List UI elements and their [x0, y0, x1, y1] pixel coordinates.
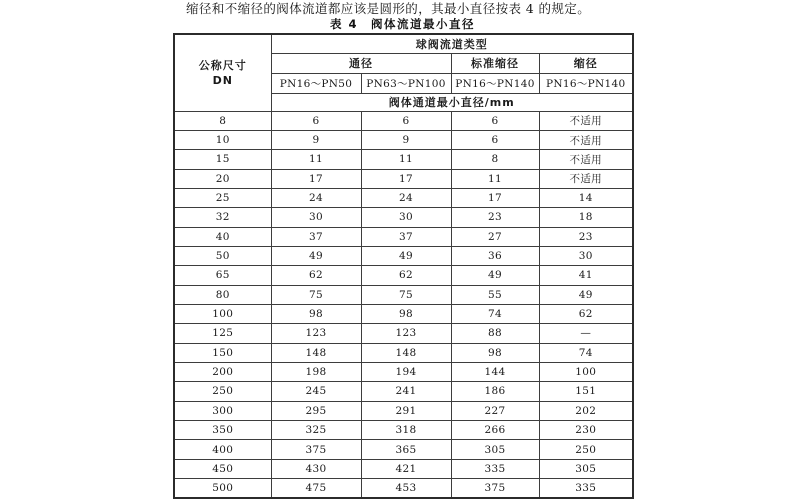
diameter-cell: 144 [451, 362, 539, 381]
reduced-header: 缩径 [539, 53, 633, 73]
diameter-cell: 23 [539, 227, 633, 246]
table-row [174, 227, 633, 246]
diameter-cell: 不适用 [539, 111, 633, 130]
diameter-cell: 18 [539, 208, 633, 227]
diameter-cell: 245 [271, 382, 361, 401]
diameter-cell: 62 [539, 304, 633, 323]
pn-range-cell: PN16～PN140 [451, 73, 539, 93]
diameter-cell: 230 [539, 421, 633, 440]
diameter-cell: 27 [451, 227, 539, 246]
diameter-cell: 17 [271, 169, 361, 188]
diameter-cell: 75 [271, 285, 361, 304]
table-row [174, 304, 633, 323]
diameter-cell: 24 [361, 188, 451, 207]
flow-type-group-header: 球阀流道类型 [271, 34, 633, 53]
diameter-cell: 11 [271, 150, 361, 169]
diameter-cell: 291 [361, 401, 451, 420]
dn-cell: 10 [174, 130, 271, 149]
diameter-cell: 375 [271, 440, 361, 459]
diameter-cell: — [539, 324, 633, 343]
table-row [174, 130, 633, 149]
diameter-cell: 375 [451, 479, 539, 498]
diameter-cell: 98 [271, 304, 361, 323]
dn-cell: 65 [174, 266, 271, 285]
diameter-cell: 11 [451, 169, 539, 188]
intro-text: 缩径和不缩径的阀体流道都应该是圆形的，其最小直径按表 4 的规定。 [186, 1, 591, 16]
dn-cell: 8 [174, 111, 271, 130]
diameter-cell: 6 [451, 111, 539, 130]
table-row [174, 246, 633, 265]
diameter-cell: 453 [361, 479, 451, 498]
dn-cell: 400 [174, 440, 271, 459]
diameter-cell: 23 [451, 208, 539, 227]
dn-cell: 40 [174, 227, 271, 246]
dn-cell: 100 [174, 304, 271, 323]
pn-range-cell: PN16～PN50 [271, 73, 361, 93]
diameter-cell: 325 [271, 421, 361, 440]
diameter-cell: 318 [361, 421, 451, 440]
table-row [174, 459, 633, 478]
diameter-cell: 11 [361, 150, 451, 169]
full-bore-header: 通径 [271, 53, 451, 73]
diameter-cell: 198 [271, 362, 361, 381]
table-row [174, 382, 633, 401]
diameter-cell: 365 [361, 440, 451, 459]
diameter-cell: 17 [361, 169, 451, 188]
dn-cell: 15 [174, 150, 271, 169]
diameter-cell: 62 [271, 266, 361, 285]
diameter-cell: 30 [271, 208, 361, 227]
dn-cell: 32 [174, 208, 271, 227]
diameter-cell: 36 [451, 246, 539, 265]
dn-cell: 50 [174, 246, 271, 265]
diameter-cell: 305 [451, 440, 539, 459]
diameter-cell: 148 [361, 343, 451, 362]
dn-cell: 200 [174, 362, 271, 381]
diameter-cell: 49 [451, 266, 539, 285]
diameter-cell: 75 [361, 285, 451, 304]
diameter-cell: 241 [361, 382, 451, 401]
header-row-type-group [174, 34, 633, 53]
diameter-cell: 6 [271, 111, 361, 130]
diameter-cell: 74 [539, 343, 633, 362]
diameter-cell: 186 [451, 382, 539, 401]
diameter-cell: 100 [539, 362, 633, 381]
table-row [174, 343, 633, 362]
dn-cell: 80 [174, 285, 271, 304]
diameter-cell: 30 [539, 246, 633, 265]
diameter-cell: 6 [361, 111, 451, 130]
pn-range-cell: PN16～PN140 [539, 73, 633, 93]
table-row [174, 188, 633, 207]
diameter-cell: 421 [361, 459, 451, 478]
diameter-cell: 17 [451, 188, 539, 207]
min-diameter-unit-header: 阀体通道最小直径/mm [271, 93, 633, 111]
diameter-cell: 250 [539, 440, 633, 459]
diameter-cell: 295 [271, 401, 361, 420]
dn-cell: 125 [174, 324, 271, 343]
diameter-cell: 335 [539, 479, 633, 498]
table-row [174, 111, 633, 130]
table-row [174, 208, 633, 227]
dn-cell: 500 [174, 479, 271, 498]
dn-cell: 20 [174, 169, 271, 188]
dn-cell: 25 [174, 188, 271, 207]
diameter-cell: 9 [271, 130, 361, 149]
diameter-cell: 88 [451, 324, 539, 343]
diameter-cell: 49 [361, 246, 451, 265]
diameter-cell: 37 [361, 227, 451, 246]
dn-cell: 450 [174, 459, 271, 478]
table-row [174, 266, 633, 285]
table-row [174, 362, 633, 381]
standard-reduced-header: 标准缩径 [451, 53, 539, 73]
dn-column-header [174, 34, 271, 111]
diameter-cell: 30 [361, 208, 451, 227]
min-diameter-table [173, 33, 634, 499]
diameter-cell: 14 [539, 188, 633, 207]
table-row [174, 401, 633, 420]
diameter-cell: 430 [271, 459, 361, 478]
diameter-cell: 37 [271, 227, 361, 246]
diameter-cell: 305 [539, 459, 633, 478]
table-row [174, 324, 633, 343]
dn-cell: 250 [174, 382, 271, 401]
table-row [174, 440, 633, 459]
diameter-cell: 123 [271, 324, 361, 343]
diameter-cell: 49 [539, 285, 633, 304]
diameter-cell: 148 [271, 343, 361, 362]
diameter-cell: 227 [451, 401, 539, 420]
diameter-cell: 41 [539, 266, 633, 285]
diameter-cell: 74 [451, 304, 539, 323]
diameter-cell: 202 [539, 401, 633, 420]
table-row [174, 285, 633, 304]
diameter-cell: 151 [539, 382, 633, 401]
diameter-cell: 123 [361, 324, 451, 343]
diameter-cell: 不适用 [539, 150, 633, 169]
pn-range-cell: PN63～PN100 [361, 73, 451, 93]
dn-cell: 350 [174, 421, 271, 440]
table-row [174, 150, 633, 169]
diameter-cell: 49 [271, 246, 361, 265]
diameter-cell: 24 [271, 188, 361, 207]
diameter-cell: 475 [271, 479, 361, 498]
dn-cell: 300 [174, 401, 271, 420]
diameter-cell: 6 [451, 130, 539, 149]
diameter-cell: 不适用 [539, 130, 633, 149]
diameter-cell: 335 [451, 459, 539, 478]
diameter-cell: 不适用 [539, 169, 633, 188]
diameter-cell: 266 [451, 421, 539, 440]
diameter-cell: 8 [451, 150, 539, 169]
dn-label-cn: 公称尺寸 [198, 58, 247, 72]
table-row [174, 169, 633, 188]
table-row [174, 421, 633, 440]
table-title: 表 4 阀体流道最小直径 [329, 17, 475, 31]
diameter-cell: 98 [361, 304, 451, 323]
dn-label-abbr: DN [212, 73, 233, 87]
diameter-cell: 9 [361, 130, 451, 149]
diameter-cell: 194 [361, 362, 451, 381]
table-row [174, 479, 633, 498]
diameter-cell: 98 [451, 343, 539, 362]
table-body [174, 111, 633, 498]
diameter-cell: 62 [361, 266, 451, 285]
dn-cell: 150 [174, 343, 271, 362]
diameter-cell: 55 [451, 285, 539, 304]
